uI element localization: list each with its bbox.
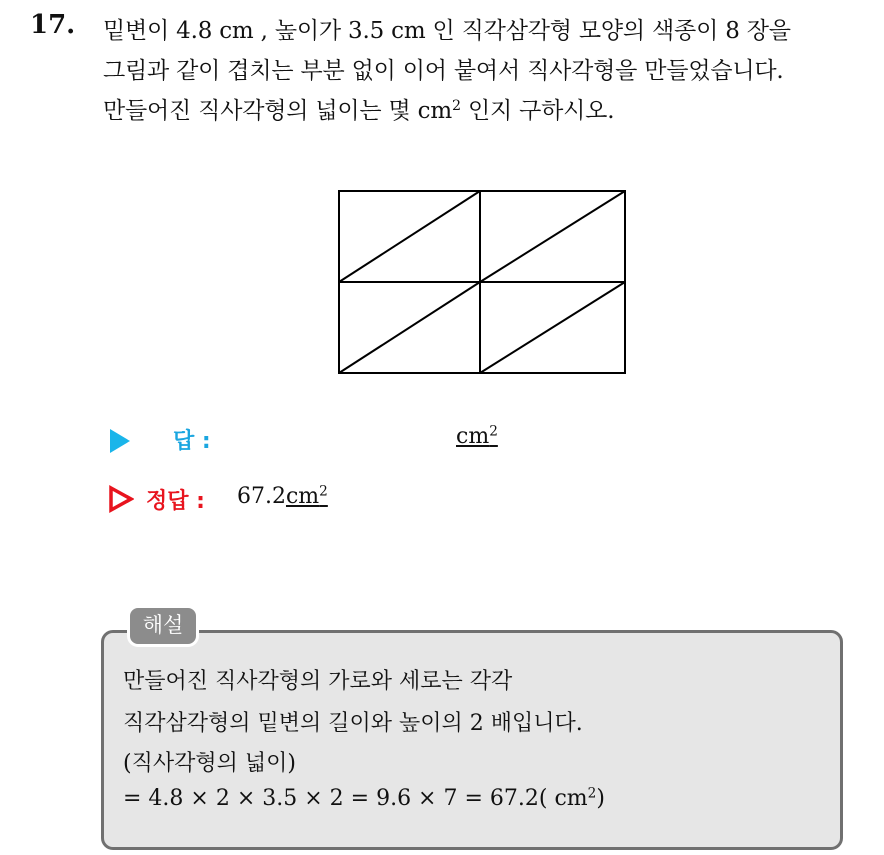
answer-unit[interactable]: $cm^2$ (456, 423, 498, 449)
answer-row (108, 424, 528, 458)
diagonal-bottom-left (339, 282, 480, 373)
correct-answer-unit: $cm^2$ (285, 483, 328, 509)
diagonal-top-left (339, 191, 480, 282)
solution-line-4: = 4.8 × 2 × 3.5 × 2 = 9.6 × 7 = 67.2( $cm^2$) (123, 785, 605, 811)
play-triangle-icon (110, 429, 130, 453)
question-text-line-1: 밑변이 4.8 cm , 높이가 3.5 cm 인 직각삼각형 모양의 색종이 8 장을 (103, 18, 791, 44)
question-text-line-2: 그림과 같이 겹치는 부분 없이 이어 붙여서 직사각형을 만들었습니다. (103, 58, 784, 84)
question-text-line-3: 만들어진 직사각형의 넓이는 몇 $cm^2$ 인지 구하시오. (103, 98, 615, 124)
diagonal-top-right (480, 191, 625, 282)
correct-answer-row (108, 484, 528, 518)
correct-answer-value: $67.2cm^2$ (237, 483, 328, 509)
triangle-diagram (338, 190, 628, 374)
solution-line-2: 직각삼각형의 밑변의 길이와 높이의 2 배입니다. (123, 711, 583, 736)
question-number: 17. (30, 10, 76, 40)
answer-label: 답 : (173, 429, 211, 454)
rectangle-figure (338, 190, 628, 378)
solution-box (101, 630, 843, 850)
solution-line-3: (직사각형의 넓이) (123, 751, 296, 776)
solution-line-1: 만들어진 직사각형의 가로와 세로는 각각 (123, 669, 513, 694)
solution-tab: 해설 (127, 605, 199, 647)
outline-triangle-icon (108, 485, 134, 513)
correct-answer-label: 정답 : (146, 489, 205, 514)
diagonal-bottom-right (480, 282, 625, 373)
